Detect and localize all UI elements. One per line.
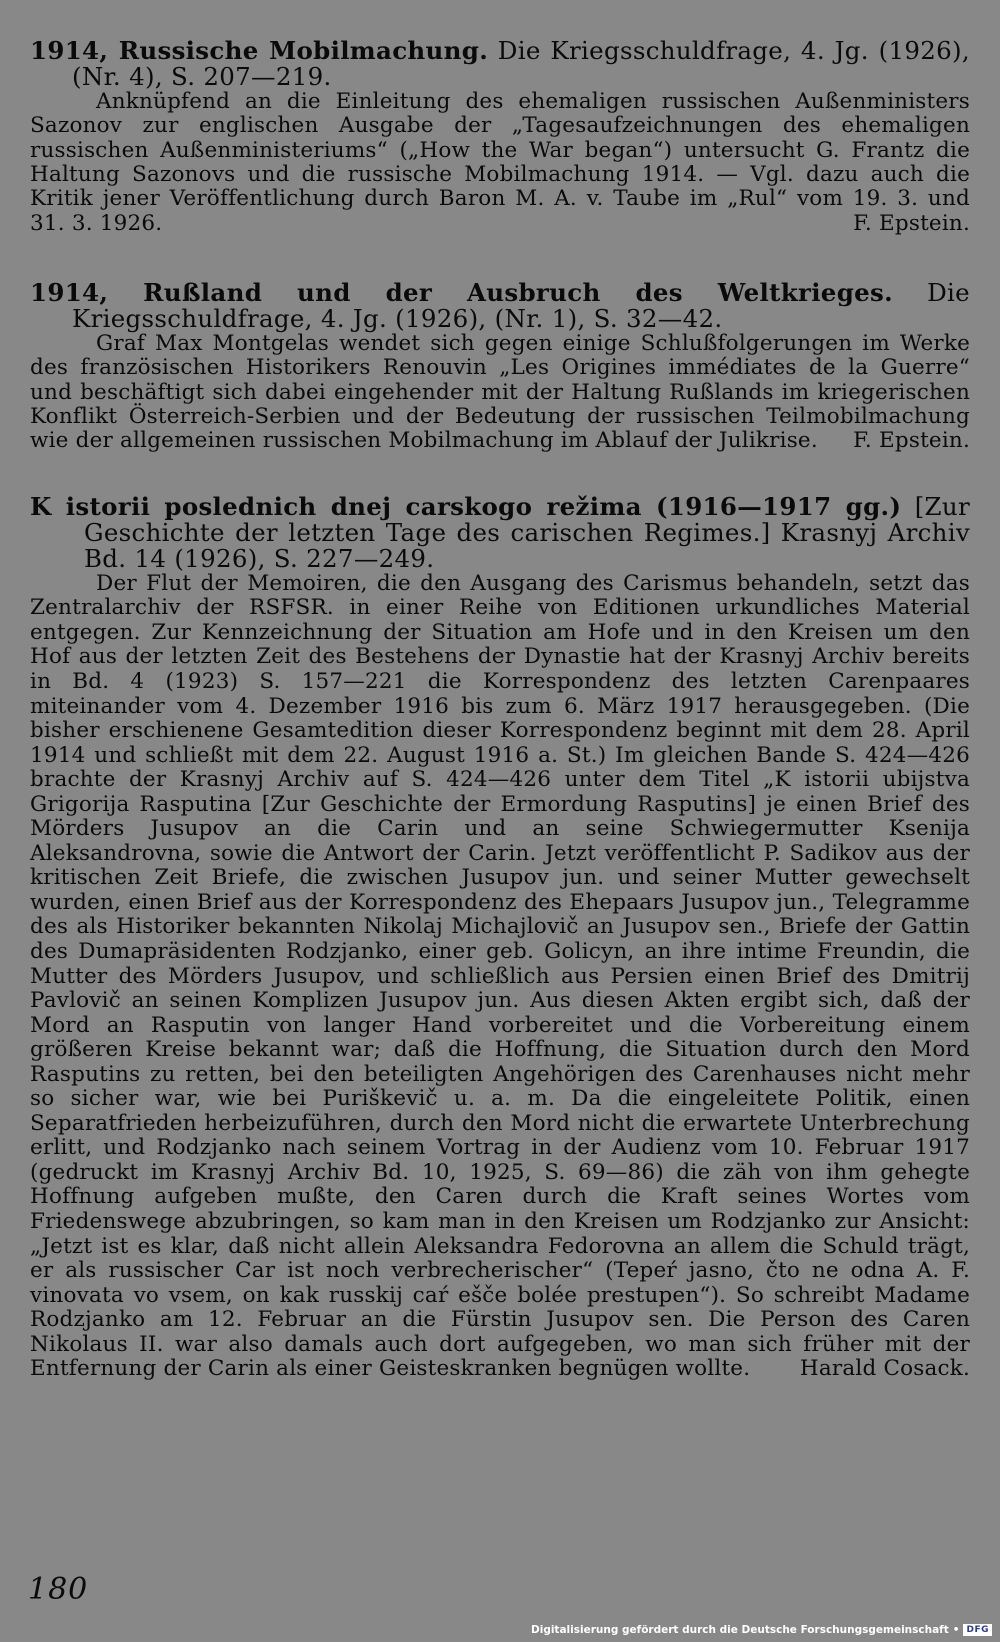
- entry-title: 1914, Russische Mobilmachung.: [30, 36, 489, 65]
- entry-heading: [30, 491, 970, 573]
- bibliography-entry-2: [30, 280, 970, 454]
- entry-title: K istorii poslednich dnej carskogo režima (1916—1917 gg.): [30, 491, 902, 521]
- entry-abstract: [30, 332, 970, 454]
- entry-abstract: [30, 572, 970, 1382]
- footer-text: Digitalisierung gefördert durch die Deutsche Forschungsgemeinschaft: [531, 1624, 949, 1636]
- entry-text: Anknüpfend an die Einleitung des ehemaligen russischen Außenministers Sazonov zur englischen Ausgabe der „Tagesaufzeichnungen des ehemaligen russischen Außenministeriums“ („How the War began“) untersucht G. Frantz die Haltung Sazonovs und die russische Mobilmachung 1914. — Vgl. dazu auch die Kritik jener Veröffentlichung durch Baron M. A. v. Taube im „Rul“ vom 19. 3. und 31. 3. 1926.: [30, 89, 970, 236]
- entry-heading: [30, 280, 970, 332]
- entry-heading: [30, 38, 970, 90]
- entry-title: 1914, Rußland und der Ausbruch des Weltkrieges.: [30, 278, 893, 308]
- entry-abstract: [30, 90, 970, 236]
- page-content: [30, 38, 970, 1382]
- entry-author: F. Epstein.: [853, 428, 970, 454]
- digitization-footer: [531, 1624, 992, 1636]
- entry-text: Der Flut der Memoiren, die den Ausgang des Carismus behandeln, setzt das Zentralarchiv der RSFSR. in einer Reihe von Editionen urkundliches Material entgegen. Zur Kennzeichnung der Situation am Hofe und in den Kreisen um den Hof aus der letzten Zeit des Bestehens der Dynastie hat der Krasnyj Archiv bereits in Bd. 4 (1923) S. 157—221 die Korrespondenz des letzten Carenpaares miteinander vom 4. Dezember 1916 bis zum 6. März 1917 herausgegeben. (Die bisher erschienene Gesamtedition dieser Korrespondenz beginnt mit dem 28. April 1914 und schließt mit dem 22. August 1916 a. St.) Im gleichen Bande S. 424—426 brachte der Krasnyj Archiv auf S. 424—426 unter dem Titel „K istorii ubijstva Grigorija Rasputina [Zur Geschichte der Ermordung Rasputins] je einen Brief des Mörders Jusupov an die Carin und an seine Schwiegermutter Ksenija Aleksandrovna, sowie die Antwort der Carin. Jetzt veröffentlicht P. Sadikov aus der kritischen Zeit Briefe, die zwischen Jusupov jun. und seiner Mutter gewechselt wurden, einen Brief aus der Korrespondenz des Ehepaars Jusupov jun., Telegramme des als Historiker bekannten Nikolaj Michajlovič an Jusupov sen., Briefe der Gattin des Dumapräsidenten Rodzjanko, einer geb. Golicyn, an ihre intime Freundin, die Mutter des Mörders Jusupov, und schließlich aus Persien einen Brief des Dmitrij Pavlovič an seinen Komplizen Jusupov jun. Aus diesen Akten ergibt sich, daß der Mord an Rasputin von langer Hand vorbereitet und die Vorbereitung einem größeren Kreise bekannt war; daß die Hoffnung, die Situation durch den Mord Rasputins zu retten, bei den beteiligten Angehörigen des Carenhauses nicht mehr so sicher war, wie bei Puriškevič u. a. m. Da die eingeleitete Politik, einen Separatfrieden herbeizuführen, durch den Mord nicht die erwartete Unterbrechung erlitt, und Rodzjanko nach seinem Vortrag in der Audienz vom 10. Februar 1917 (gedruckt im Krasnyj Archiv Bd. 10, 1925, S. 69—86) die zäh von ihm gehegte Hoffnung aufgeben mußte, den Caren durch die Kraft seines Wortes vom Friedenswege abzubringen, so kam man in den Kreisen um Rodzjanko zur Ansicht: „Jetzt ist es klar, daß nicht allein Aleksandra Fedorovna an allem die Schuld trägt, er als russischer Car ist noch verbrecherischer“ (Tepeŕ jasno, čto ne odna A. F. vinovata vo vsem, on kak russkij caŕ ešče bolée prestupen“). So schreibt Madame Rodzjanko am 12. Februar an die Fürstin Jusupov sen. Die Person des Caren Nikolaus II. war also damals auch dort aufgegeben, wo man sich früher mit der Entfernung der Carin als einer Geisteskranken begnügen wollte.: [30, 570, 970, 1382]
- dfg-logo-icon: DFG: [963, 1624, 992, 1636]
- bibliography-entry-1: [30, 38, 970, 236]
- entry-author: F. Epstein.: [853, 210, 970, 236]
- bibliography-entry-3: [30, 491, 970, 1382]
- entry-citation: Die Kriegsschuldfrage, 4. Jg. (1926), (Nr. 1), S. 32—42.: [72, 278, 970, 334]
- footer-separator: •: [952, 1624, 960, 1636]
- entry-citation: Die Kriegsschuldfrage, 4. Jg. (1926), (Nr. 4), S. 207—219.: [72, 36, 970, 91]
- entry-author: Harald Cosack.: [799, 1356, 970, 1382]
- entry-text: Graf Max Montgelas wendet sich gegen einige Schlußfolgerungen im Werke des französischen Historikers Renouvin „Les Origines immédiates de la Guerre“ und beschäftigt sich dabei eingehender mit der Haltung Rußlands im kriegerischen Konflikt Österreich-Serbien und der Bedeutung der russischen Teilmobilmachung wie der allgemeinen russischen Mobilmachung im Ablauf der Julikrise.: [30, 331, 970, 454]
- page-number: 180: [28, 1572, 89, 1607]
- entry-citation: [Zur Geschichte der letzten Tage des carischen Regimes.] Krasnyj Archiv Bd. 14 (1926), S. 227—249.: [84, 491, 970, 573]
